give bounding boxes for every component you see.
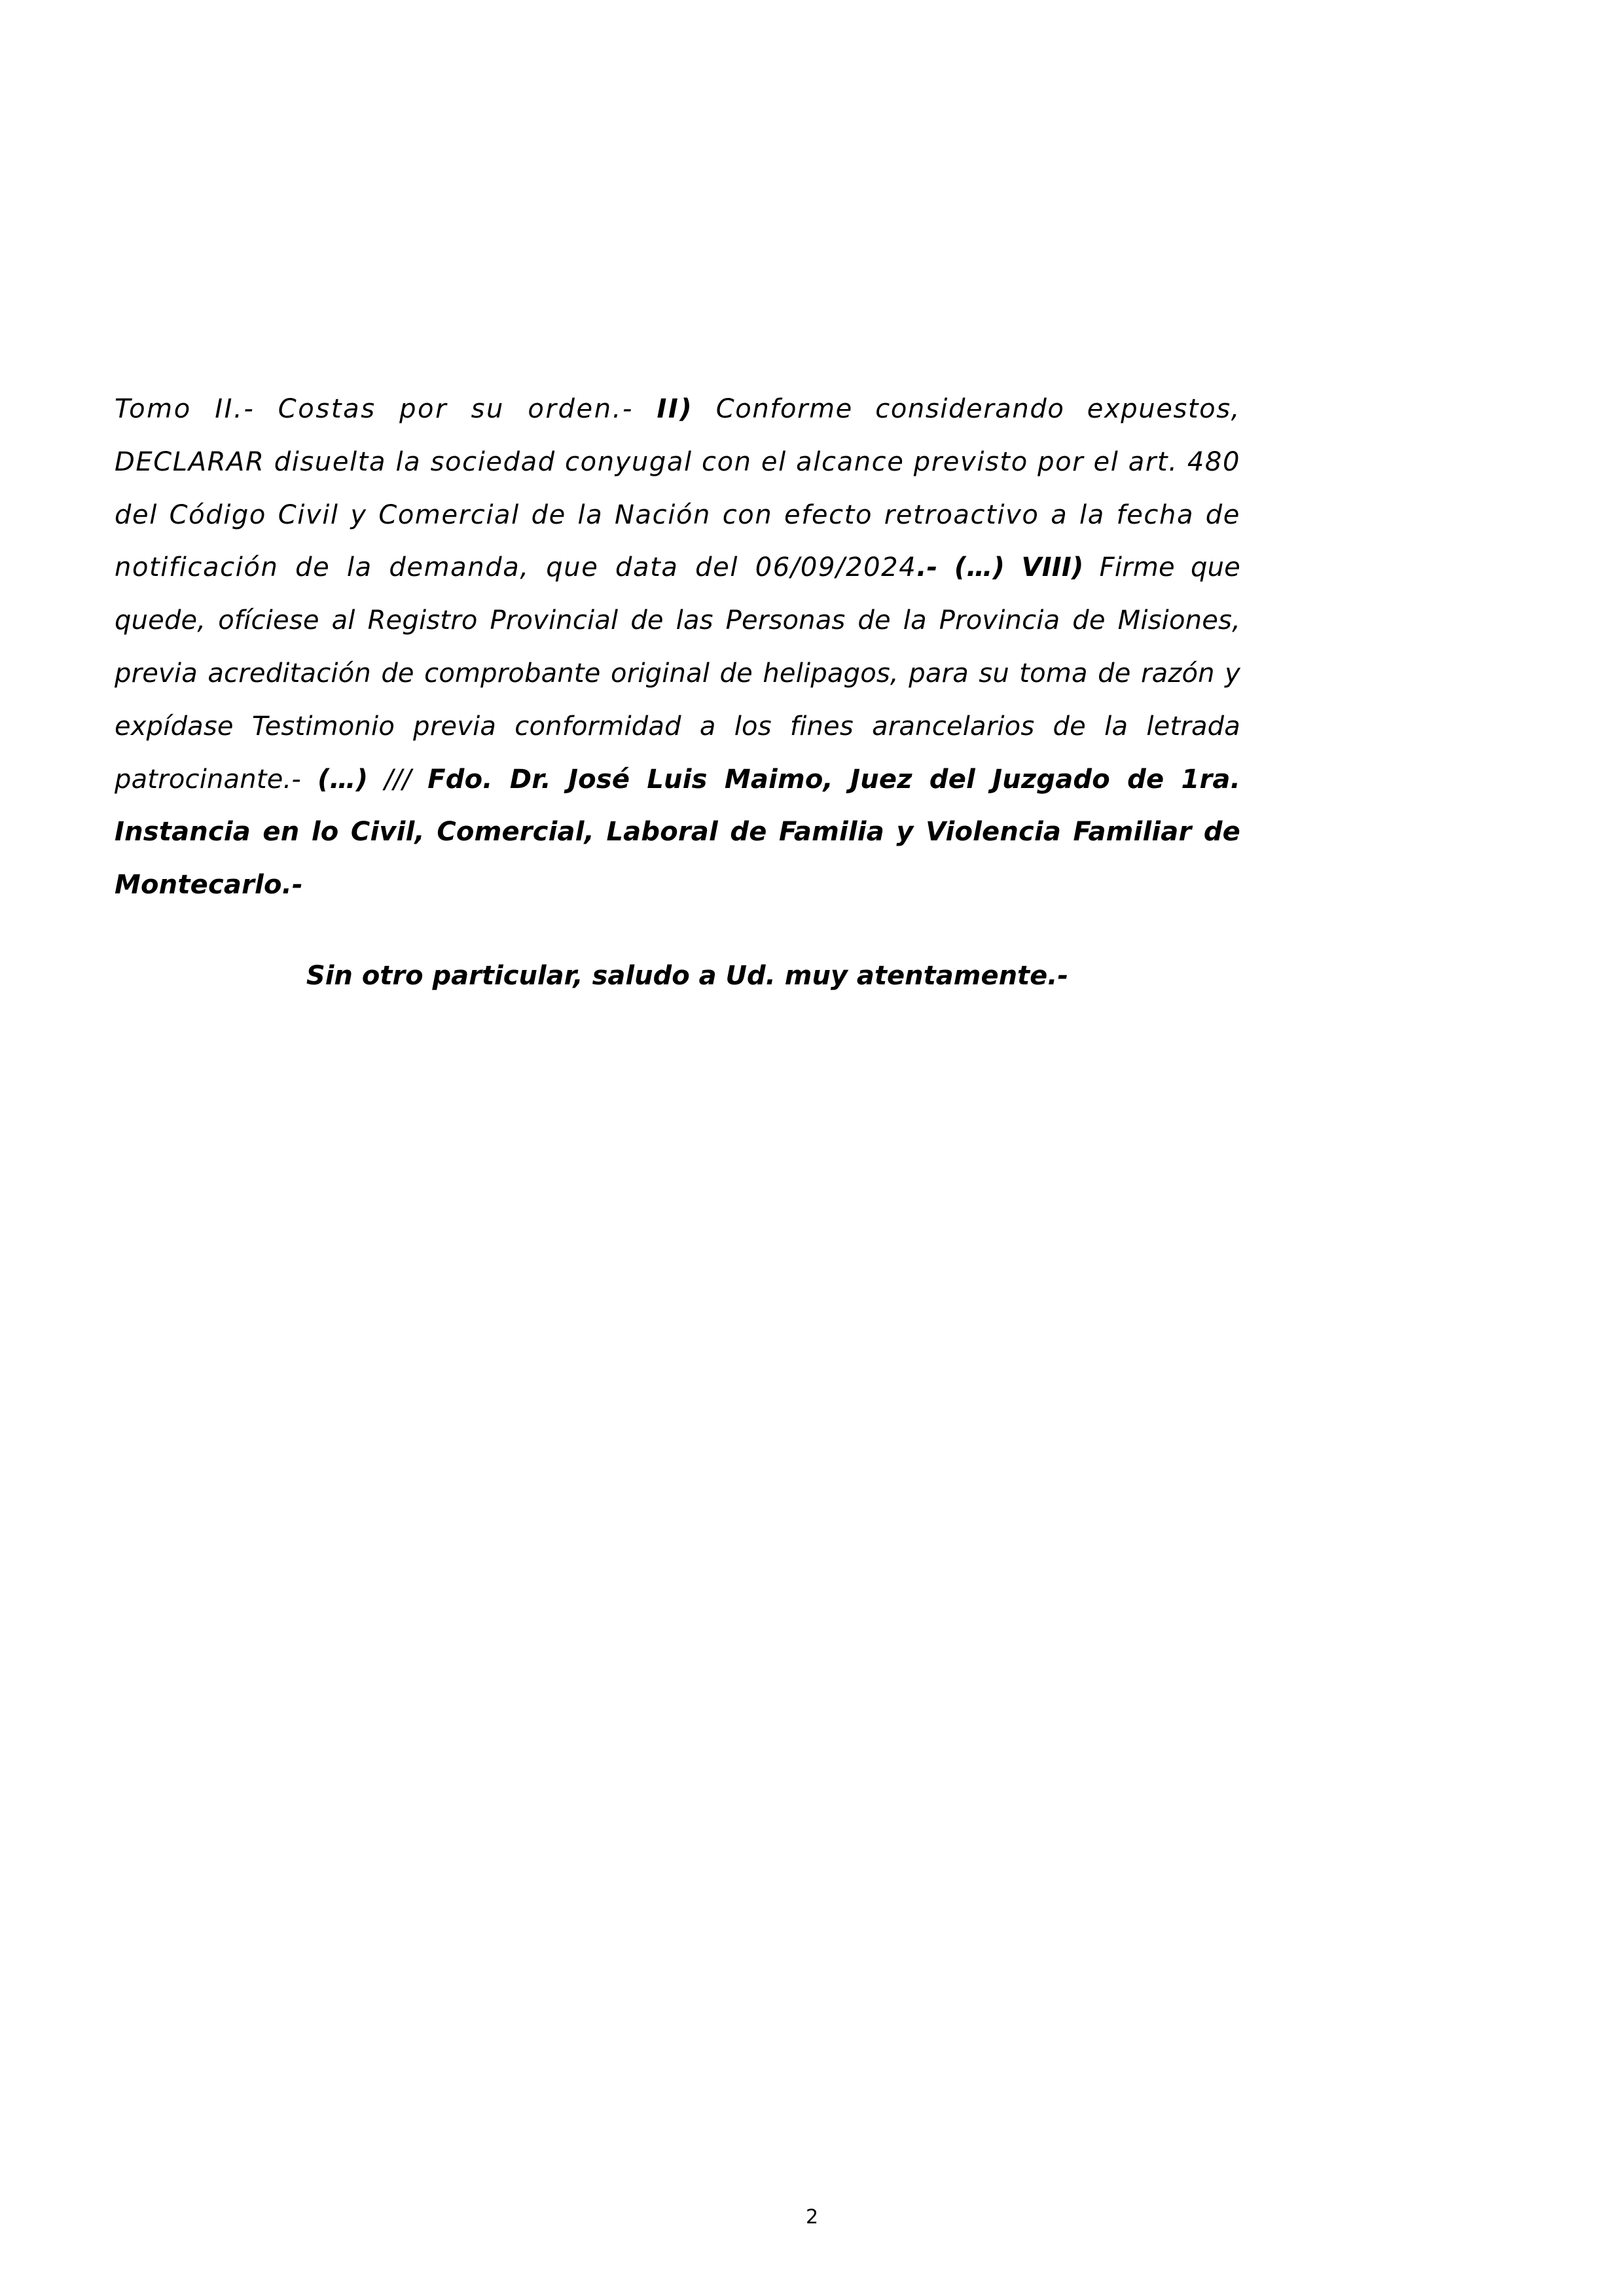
page-number: 2 (805, 2206, 819, 2229)
document-body (115, 383, 1240, 1028)
paragraph-segment-item-viii: .- (…) VIII) (916, 552, 1084, 583)
paragraph-segment-slashes: /// (368, 764, 428, 795)
paragraph-segment-item-ii: II) (657, 394, 694, 424)
paragraph-segment-ellipsis: (…) (317, 764, 369, 795)
paragraph-segment-conforme: Conforme considerando expuestos, DECLARAR disuelta la sociedad conyugal con el alcance previsto por el art. 480 del Código Civil y Comercial de la Nación con efecto retroactivo a la fecha de notificación de la demanda, que data del 06/09/2024 (115, 394, 1240, 583)
paragraph-segment-tomo: Tomo II.- Costas por su orden.- (115, 394, 657, 424)
paragraph-segment-firme: Firme que quede, ofíciese al Registro Provincial de las Personas de la Provincia de Misiones, previa acreditación de comprobante original de helipagos, para su toma de razón y expídase Testimonio previa conformidad a los fines arancelarios de la letrada patrocinante.- (115, 552, 1240, 795)
paragraph-segment-signature: Fdo. Dr. José Luis Maimo, Juez del Juzgado de 1ra. Instancia en lo Civil, Comercial, Laboral de Familia y Violencia Familiar de Montecarlo.- (115, 764, 1241, 901)
closing-line: Sin otro particular, saludo a Ud. muy atentamente.- (306, 960, 1069, 991)
resolution-paragraph (115, 383, 1240, 912)
